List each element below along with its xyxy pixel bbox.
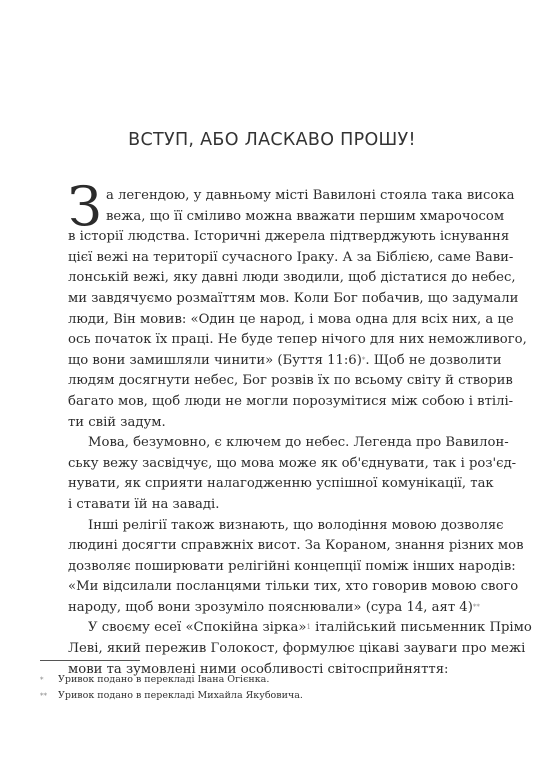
footnote-marker[interactable]: 1: [306, 623, 311, 632]
footnote-mark: **: [40, 692, 47, 700]
text-line: «Ми відсилали посланцями тільки тих, хто говорив мовою свого: [68, 579, 519, 595]
text-segment: народу, щоб вони зрозуміло пояснювали» (сура 14, аят 4): [68, 599, 473, 615]
text-line: лонській вежі, яку давні люди зводили, щоб дістатися до небес,: [68, 270, 516, 286]
footnote-text: Уривок подано в перекладі Івана Огієнка.: [58, 674, 270, 685]
text-line: людям досягнути небес, Бог розвів їх по всьому світу й створив: [68, 373, 513, 389]
text-line: ти свій задум.: [68, 414, 166, 430]
footnote-item: [40, 688, 480, 704]
text-segment: італійський письменник Прімо: [310, 620, 532, 636]
chapter-title: ВСТУП, АБО ЛАСКАВО ПРОШУ!: [128, 129, 416, 150]
text-line: люди, Він мовив: «Один це народ, і мова одна для всіх них, а це: [68, 311, 514, 327]
footnote-text: Уривок подано в перекладі Михайла Якубовича.: [58, 690, 303, 701]
footnote-divider: [40, 660, 140, 661]
footnote-mark: *: [40, 676, 44, 684]
text-line: і ставати їй на заваді.: [68, 496, 220, 512]
text-line: Інші релігії також визнають, що володіння мовою дозволяє: [88, 517, 504, 533]
text-line: нувати, як сприяти налагодженню успішної комунікації, так: [68, 476, 494, 492]
text-line: ську вежу засвідчує, що мова може як об'єднувати, так і роз'єд-: [68, 455, 517, 471]
text-line: Мова, безумовно, є ключем до небес. Легенда про Вавилон-: [88, 435, 509, 451]
text-segment: що вони замишляли чинити» (Буття 11:6): [68, 352, 362, 368]
text-line: людині досягти справжніх висот. За Кораном, знання різних мов: [68, 538, 524, 554]
text-line: дозволяє поширювати релігійні концепції поміж інших народів:: [68, 558, 516, 574]
footnote-item: [40, 672, 480, 688]
text-line: в історії людства. Історичні джерела підтверджують існування: [68, 229, 510, 245]
text-segment: У своєму есеї «Спокійна зірка»: [88, 620, 307, 636]
text-line: мови та зумовлені ними особливості світосприйняття:: [68, 661, 449, 677]
text-line: вежа, що її сміливо можна вважати першим хмарочосом: [106, 208, 505, 224]
footnotes: [40, 672, 480, 704]
drop-cap: З: [68, 175, 102, 238]
body-text: [68, 186, 532, 680]
text-line: цієї вежі на території сучасного Іраку. А за Біблією, саме Вави-: [68, 249, 514, 265]
text-line-with-footnote: [68, 351, 502, 372]
text-segment: . Щоб не дозволити: [365, 352, 502, 368]
text-line: багато мов, щоб люди не могли порозумітися між собою і втілі-: [68, 393, 514, 409]
footnote-marker[interactable]: **: [472, 602, 480, 611]
text-line: ми завдячуємо розмаїттям мов. Коли Бог побачив, що задумали: [68, 290, 519, 306]
footnote-marker[interactable]: *: [361, 355, 366, 364]
text-line-with-footnote: [68, 598, 480, 619]
text-line-with-footnote: [68, 618, 532, 639]
text-line: Леві, який пережив Голокост, формулює цікаві зауваги про межі: [68, 641, 526, 657]
text-line: а легендою, у давньому місті Вавилоні стояла така висока: [106, 188, 515, 203]
text-line: ось початок їх праці. Не буде тепер нічого для них неможливого,: [68, 332, 527, 348]
